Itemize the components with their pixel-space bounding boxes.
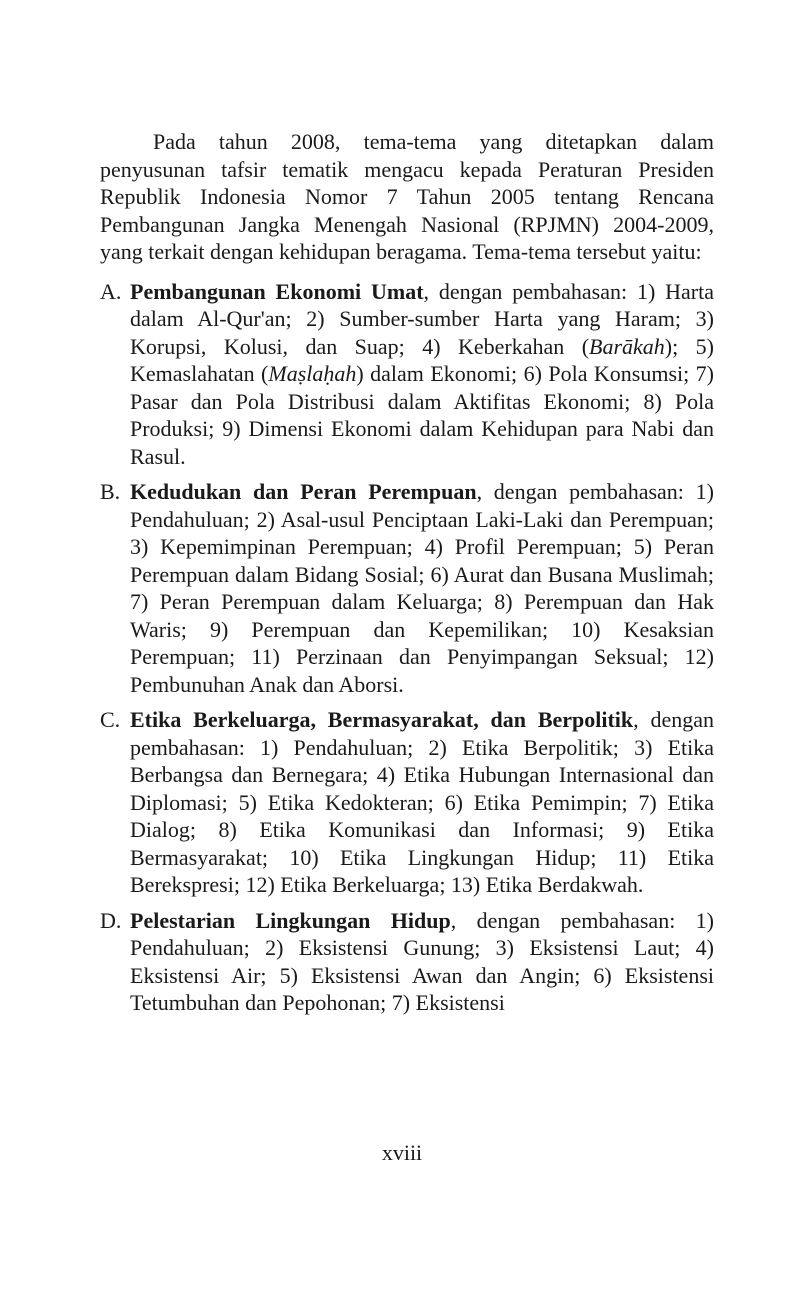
list-marker: B. <box>100 479 121 504</box>
theme-text: , dengan pembahasan: 1) Harta dalam Al-Qur'an; 2) Sumber-sumber Harta yang Haram; 3) Korupsi, Kolusi, dan Suap; 4) Keberkahan ( <box>130 278 714 359</box>
list-item-body <box>130 278 714 471</box>
theme-title: Kedudukan dan Peran Perempuan <box>130 479 477 504</box>
theme-text: , dengan pembahasan: 1) Pendahuluan; 2) Asal-usul Penciptaan Laki-Laki dan Perempuan; 3) Kepemimpinan Perempuan; 4) Profil Perempuan; 5) Peran Perempuan dalam Bidang Sosial; 6) Aurat dan Busana Muslimah; 7) Peran Perempuan dalam Keluarga; 8) Perempuan dan Hak Waris; 9) Perempuan dan Kepemilikan; 10) Kesaksian Perempuan; 11) Perzinaan dan Penyimpangan Seksual; 12) Pembunuhan Anak dan Aborsi. <box>130 479 714 697</box>
page-number: xviii <box>381 1140 423 1165</box>
list-item-d <box>100 907 714 1017</box>
list-item-c <box>100 706 714 899</box>
list-marker: A. <box>100 278 122 304</box>
theme-title: Etika Berkeluarga, Bermasyarakat, dan Berpolitik <box>130 707 634 732</box>
theme-text: ) dalam Ekonomi; 6) Pola Konsumsi; 7) Pasar dan Pola Distribusi dalam Aktifitas Ekonomi; 8) Pola Produksi; 9) Dimensi Ekonomi dalam Kehidupan para Nabi dan Rasul. <box>130 361 715 469</box>
list-marker: C. <box>100 707 121 732</box>
arabic-term: Maṣlaḥah <box>268 361 357 386</box>
list-item-b <box>100 478 714 698</box>
list-item-body <box>130 907 714 1017</box>
theme-text: , dengan pembahasan: 1) Pendahuluan; 2) Etika Berpolitik; 3) Etika Berbangsa dan Bernegara; 4) Etika Hubungan Internasional dan Diplomasi; 5) Etika Kedokteran; 6) Etika Pemimpin; 7) Etika Dialog; 8) Etika Komunikasi dan Informasi; 9) Etika Bermasyarakat; 10) Etika Lingkungan Hidup; 11) Etika Berekspresi; 12) Etika Berkeluarga; 13) Etika Berdakwah. <box>130 707 715 897</box>
theme-text: ); 5) Kemaslahatan ( <box>130 333 714 386</box>
page-content <box>100 128 714 1025</box>
theme-text: , dengan pembahasan: 1) Pendahuluan; 2) Eksistensi Gunung; 3) Eksistensi Laut; 4) Eksistensi Air; 5) Eksistensi Awan dan Angin; 6) Eksistensi Tetumbuhan dan Pepohonan; 7) Eksistensi <box>130 907 714 1015</box>
arabic-term: Barākah <box>589 333 665 359</box>
list-item-a <box>100 278 714 471</box>
list-item-body <box>130 706 714 899</box>
theme-title: Pelestarian Lingkungan Hidup <box>130 907 451 933</box>
list-item-body <box>130 478 714 698</box>
list-marker: D. <box>100 907 122 933</box>
theme-title: Pembangunan Ekonomi Umat <box>130 278 424 304</box>
intro-paragraph: Pada tahun 2008, tema-tema yang ditetapkan dalam penyusunan tafsir tematik mengacu kepada Peraturan Presiden Republik Indonesia Nomor 7 Tahun 2005 tentang Rencana Pembangunan Jangka Menengah Nasional (RPJMN) 2004-2009, yang terkait dengan kehidupan beragama. Tema-tema tersebut yaitu: <box>100 129 714 264</box>
